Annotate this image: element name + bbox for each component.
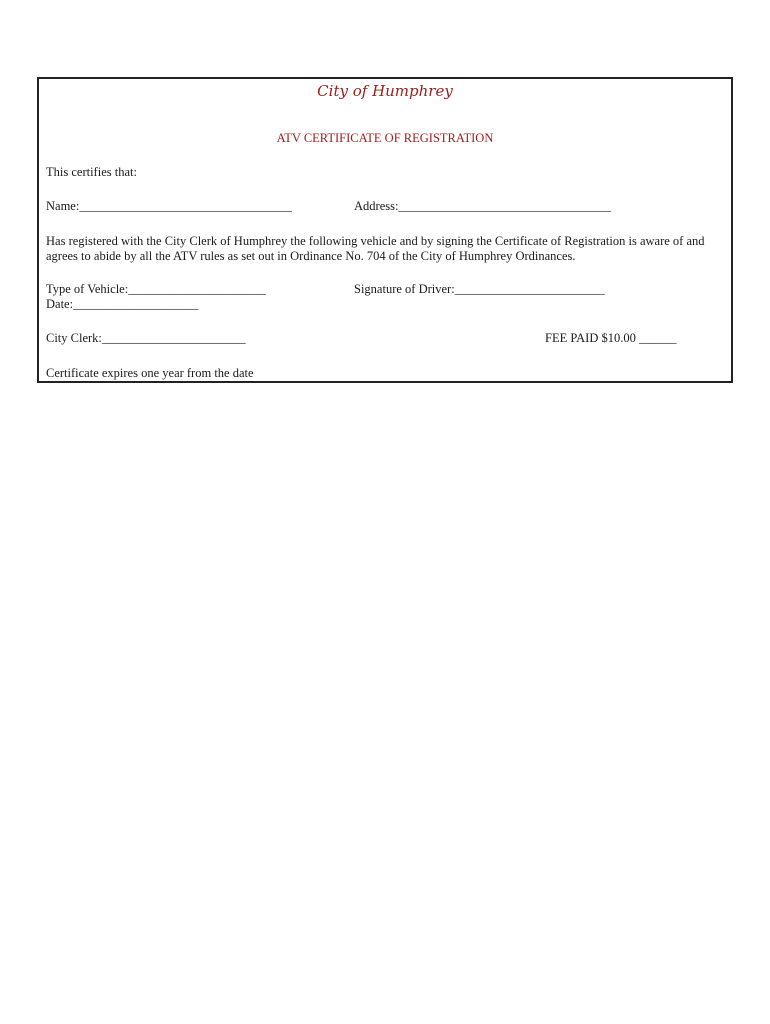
certificate-box xyxy=(37,77,733,383)
certificate-heading: ATV CERTIFICATE OF REGISTRATION xyxy=(276,131,494,145)
date-field[interactable]: Date:____________________ xyxy=(46,297,199,311)
name-field[interactable]: Name:__________________________________ xyxy=(46,199,292,213)
expiration-note: Certificate expires one year from the date xyxy=(46,366,254,380)
type-of-vehicle-field[interactable]: Type of Vehicle:______________________ xyxy=(46,282,266,296)
address-field[interactable]: Address:__________________________________ xyxy=(354,199,611,213)
signature-of-driver-field[interactable]: Signature of Driver:________________________ xyxy=(354,282,605,296)
fee-paid-field[interactable]: FEE PAID $10.00 ______ xyxy=(545,331,677,345)
city-title: City of Humphrey xyxy=(317,82,453,100)
certifies-text: This certifies that: xyxy=(46,165,137,179)
registration-statement: Has registered with the City Clerk of Humphrey the following vehicle and by signing the Certificate of Registration is aware of and agrees to abide by all the ATV rules as set out in Ordinance No. 704 of the City of Humphrey Ordinances. xyxy=(46,234,705,263)
city-clerk-field[interactable]: City Clerk:_______________________ xyxy=(46,331,246,345)
